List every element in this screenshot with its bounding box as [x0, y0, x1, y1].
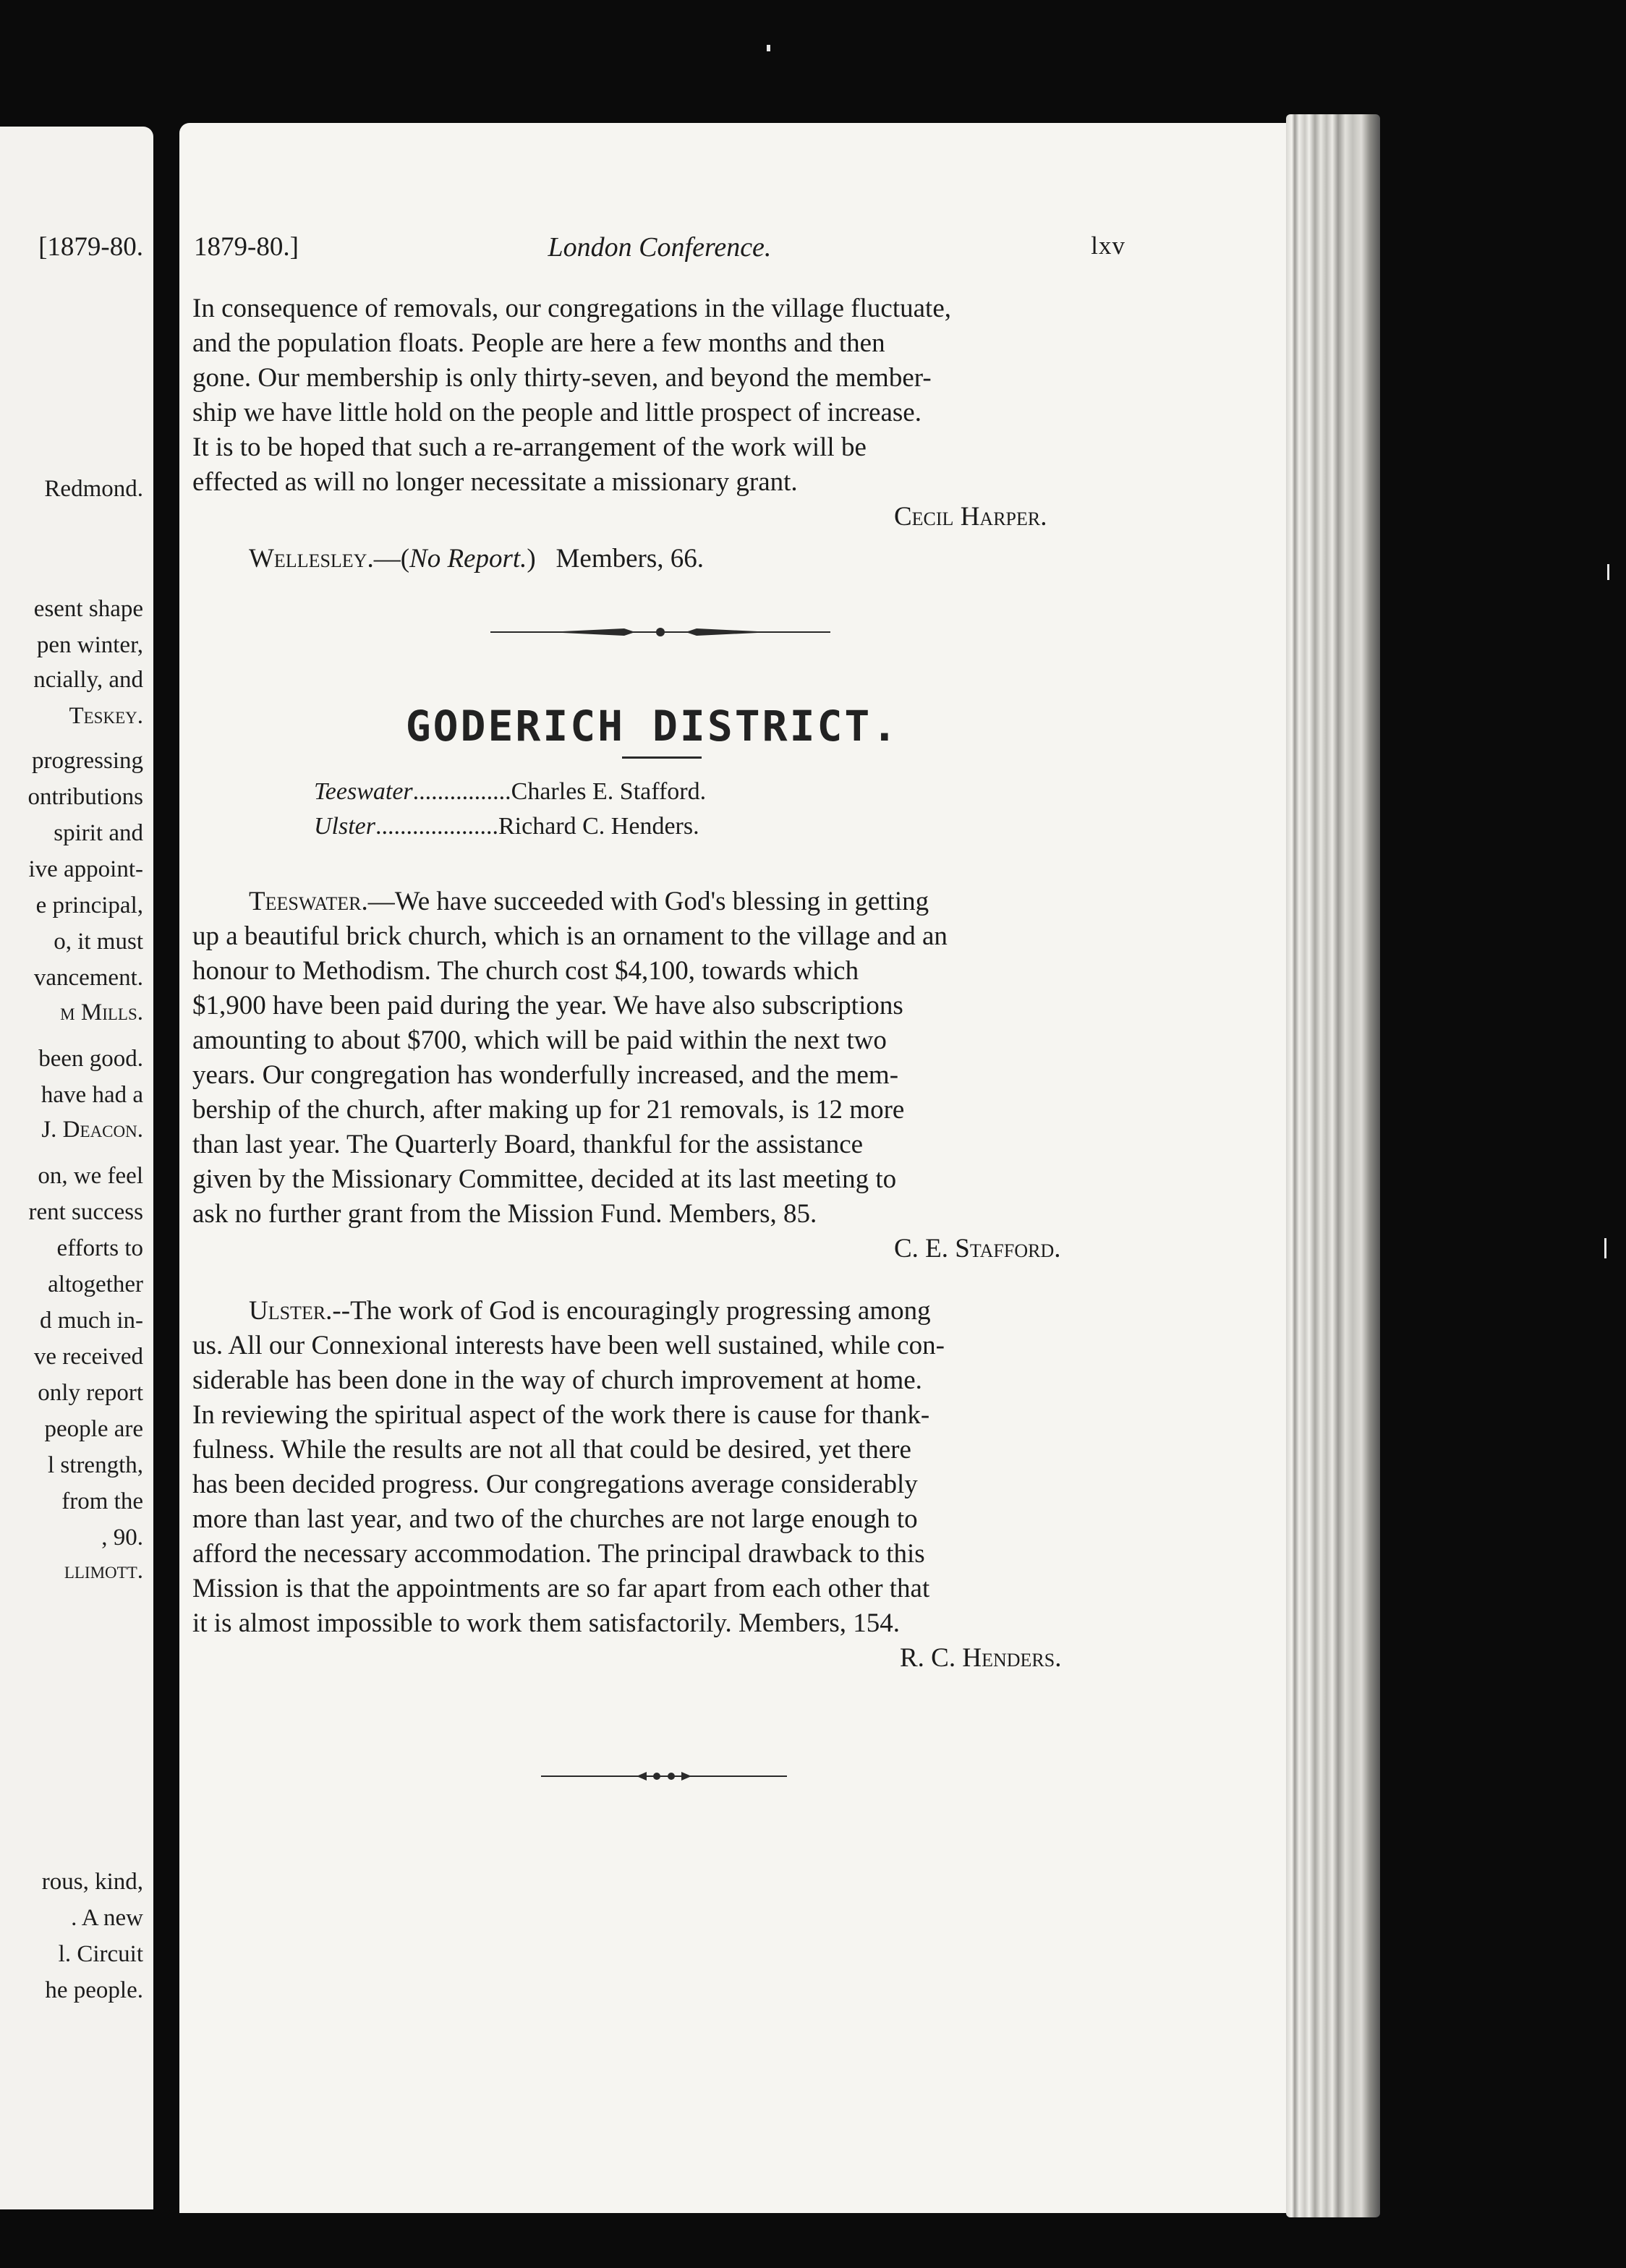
title-rule — [622, 756, 702, 759]
previous-page-line: ontributions — [27, 784, 143, 810]
previous-page-line: pen winter, — [36, 632, 143, 658]
text-line — [249, 1297, 931, 1324]
previous-page-line: llimott. — [64, 1558, 143, 1584]
previous-page-line: ve received — [33, 1344, 143, 1370]
page-edges — [1286, 114, 1380, 2217]
text-line: years. Our congregation has wonderfully increased, and the mem- — [192, 1060, 899, 1090]
text-line: us. All our Connexional interests have been well sustained, while con- — [192, 1331, 945, 1360]
circuit-name: Teeswater. — [249, 887, 368, 916]
previous-page-fragment — [0, 127, 153, 2209]
text-line: given by the Missionary Committee, decided at its last meeting to — [192, 1164, 897, 1194]
previous-page-line: rous, kind, — [41, 1869, 143, 1895]
circuit-place: Ulster — [314, 813, 375, 840]
previous-page-line: J. Deacon. — [41, 1117, 143, 1143]
previous-page-line: esent shape — [33, 596, 143, 622]
text-line: amounting to about $700, which will be paid within the next two — [192, 1026, 887, 1055]
circuit-leader: ....................Richard C. Henders. — [375, 813, 699, 840]
text-line: bership of the church, after making up for 21 removals, is 12 more — [192, 1095, 905, 1125]
previous-page-line: d much in- — [40, 1308, 143, 1334]
previous-page-line: rent success — [28, 1199, 143, 1225]
text-line: In consequence of removals, our congregations in the village fluctuate, — [192, 294, 951, 323]
previous-page-line: been good. — [38, 1046, 143, 1072]
signature-stafford: C. E. Stafford. — [894, 1234, 1061, 1263]
text-line: ship we have little hold on the people and little prospect of increase. — [192, 398, 921, 427]
text-line: it is almost impossible to work them satisfactorily. Members, 154. — [192, 1608, 900, 1638]
signature-cecil-harper: Cecil Harper. — [894, 502, 1047, 532]
previous-page-line: he people. — [45, 1977, 143, 2003]
scan-speck — [767, 45, 770, 51]
circuit-leader: ................Charles E. Stafford. — [412, 778, 707, 805]
text-line: more than last year, and two of the churches are not large enough to — [192, 1504, 918, 1534]
text-line: gone. Our membership is only thirty-seven, and beyond the member- — [192, 363, 932, 393]
text-line: afford the necessary accommodation. The principal drawback to this — [192, 1539, 925, 1569]
previous-page-line: m Mills. — [60, 999, 143, 1026]
previous-page-line: vancement. — [33, 965, 143, 991]
page-number: lxv — [1091, 231, 1125, 260]
text-line: has been decided progress. Our congregations average considerably — [192, 1470, 918, 1499]
text-line: and the population floats. People are here a few months and then — [192, 328, 885, 358]
wellesley-entry — [249, 545, 704, 572]
previous-page-line: ncially, and — [33, 667, 143, 693]
district-title: GODERICH DISTRICT. — [405, 702, 900, 751]
text-line: siderable has been done in the way of church improvement at home. — [192, 1365, 922, 1395]
previous-page-line: . A new — [71, 1905, 143, 1931]
previous-page-line: altogether — [48, 1271, 143, 1297]
previous-page-line: Teskey. — [69, 703, 143, 729]
previous-page-header: [1879-80. — [38, 232, 143, 262]
circuit-place: Teeswater — [314, 778, 413, 805]
text-line: effected as will no longer necessitate a missionary grant. — [192, 467, 798, 497]
previous-page-line: people are — [44, 1416, 143, 1442]
text-line: than last year. The Quarterly Board, thankful for the assistance — [192, 1130, 864, 1159]
text-line: It is to be hoped that such a re-arrangement of the work will be — [192, 432, 867, 462]
page-lxv — [179, 123, 1299, 2213]
running-head — [194, 231, 1125, 266]
previous-page-line: Redmond. — [44, 476, 143, 502]
previous-page-line: only report — [38, 1380, 143, 1406]
text-line: $1,900 have been paid during the year. We have also subscriptions — [192, 991, 903, 1020]
previous-page-line: l strength, — [48, 1452, 143, 1478]
ornamental-divider — [490, 623, 830, 641]
running-head-year: 1879-80.] — [194, 232, 299, 262]
circuit-entry-teeswater — [314, 780, 706, 804]
previous-page-line: efforts to — [56, 1235, 143, 1261]
running-head-title: London Conference. — [548, 232, 772, 263]
end-ornament — [541, 1768, 787, 1785]
dash: —( — [373, 544, 410, 574]
scan-speck — [1604, 1238, 1606, 1258]
previous-page-line: ive appoint- — [28, 856, 143, 882]
text-line: honour to Methodism. The church cost $4,100, towards which — [192, 956, 859, 986]
previous-page-line: e principal, — [35, 892, 143, 918]
previous-page-line: o, it must — [54, 929, 143, 955]
text-line: up a beautiful brick church, which is an ornament to the village and an — [192, 921, 948, 951]
circuit-name: Ulster. — [249, 1296, 333, 1326]
text-span: --The work of God is encouragingly progressing among — [332, 1296, 931, 1326]
previous-page-line: progressing — [32, 748, 143, 774]
text-line: Mission is that the appointments are so far apart from each other that — [192, 1574, 930, 1603]
previous-page-line: on, we feel — [38, 1163, 143, 1189]
previous-page-line: from the — [61, 1488, 143, 1514]
signature-henders: R. C. Henders. — [900, 1643, 1062, 1673]
circuit-name: Wellesley. — [249, 544, 374, 574]
scan-speck — [1607, 564, 1609, 580]
previous-page-line: spirit and — [54, 820, 143, 846]
paren-close: ) — [527, 544, 536, 574]
text-line: fulness. While the results are not all that could be desired, yet there — [192, 1435, 911, 1465]
text-line: In reviewing the spiritual aspect of the work there is cause for thank- — [192, 1400, 930, 1430]
previous-page-line: have had a — [41, 1082, 143, 1108]
circuit-entry-ulster — [314, 814, 699, 839]
members-count: Members, 66. — [556, 544, 704, 574]
report-note: No Report. — [409, 544, 527, 574]
previous-page-line: , 90. — [101, 1525, 143, 1551]
text-line: ask no further grant from the Mission Fund. Members, 85. — [192, 1199, 817, 1229]
previous-page-line: l. Circuit — [58, 1941, 143, 1967]
text-span: —We have succeeded with God's blessing in getting — [367, 887, 929, 916]
text-line — [249, 888, 929, 915]
